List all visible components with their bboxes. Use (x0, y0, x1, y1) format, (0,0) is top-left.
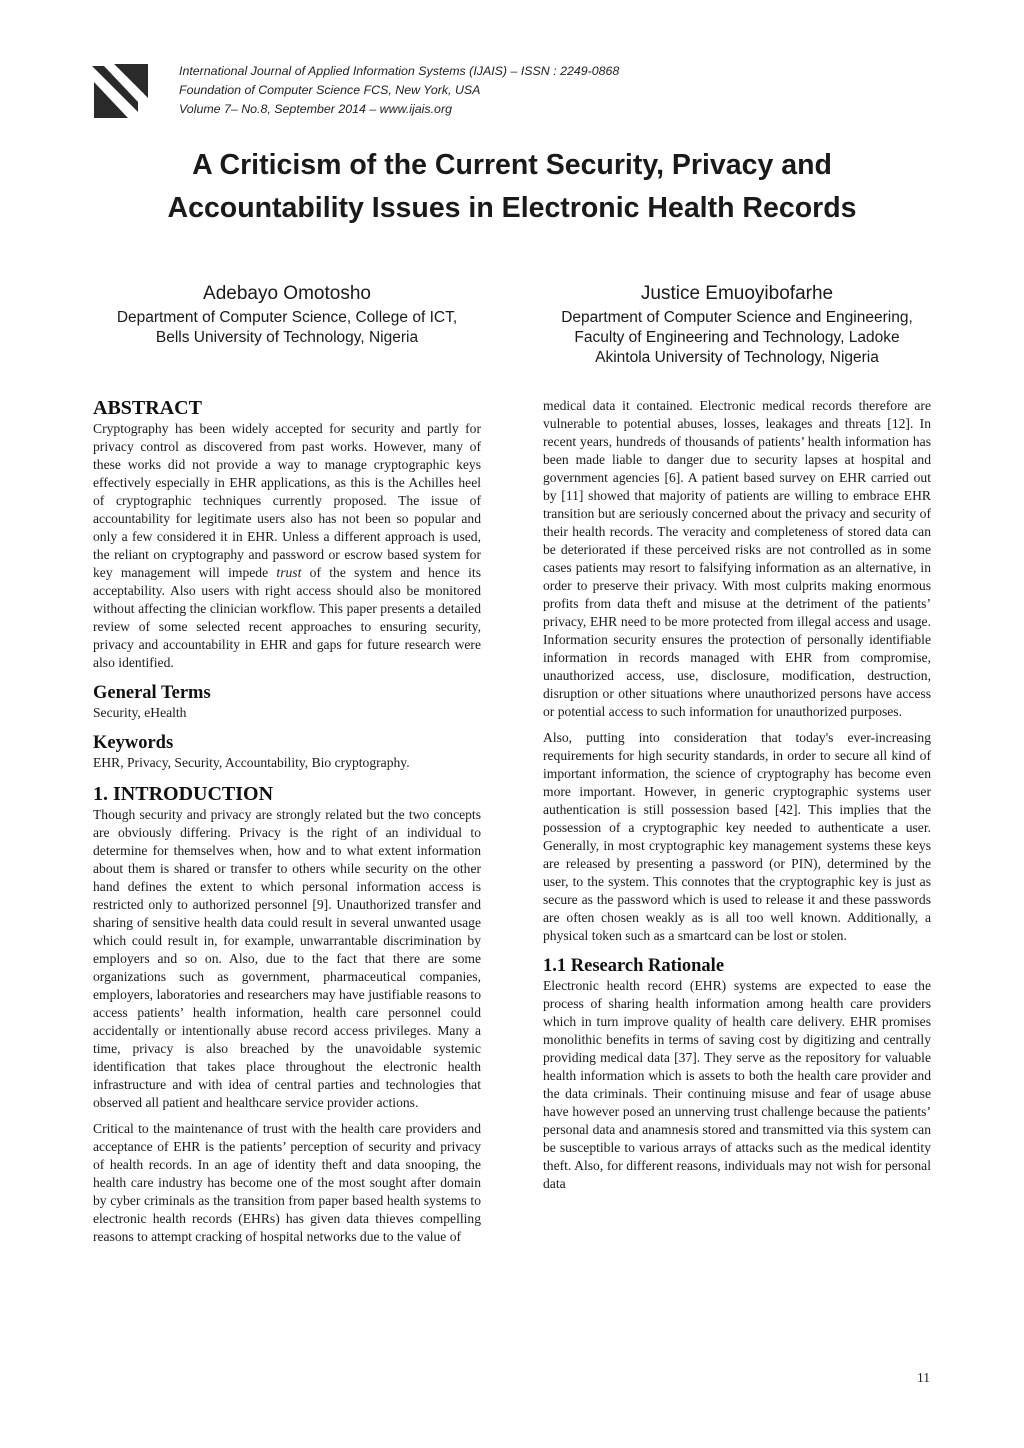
journal-name: International Journal of Applied Information Systems (IJAIS) – ISSN : 2249-0868 (179, 64, 620, 78)
journal-volume: Volume 7– No.8, September 2014 – www.ijais.org (179, 102, 452, 116)
author-affiliation-line: Department of Computer Science and Engineering, (561, 309, 913, 326)
page-header (92, 58, 932, 128)
abstract-heading: ABSTRACT (93, 397, 202, 419)
abstract-text-part-1: Cryptography has been widely accepted for security and partly for privacy control as discovered from past works. However, many of these works did not provide a way to manage cryptographic keys effectively especially in EHR applications, as this is the Achilles heel of cryptographic techniques currently proposed. The issue of accountability for legitimate users also has not been so popular and only a few considered it in EHR. Unless a different approach is used, the reliant on cryptography and password or escrow based system for key management will impede (93, 421, 481, 580)
title-line-1: A Criticism of the Current Security, Privacy and (192, 149, 832, 181)
introduction-paragraph-1: Though security and privacy are strongly related but the two concepts are obviously differing. Privacy is the right of an individual to determine for themselves when, how and to what extent information about them is shared or transfer to others while security on the other hand defines the extent to which personal information access is restricted only to authorized personnel [9]. Unauthorized transfer and sharing of sensitive health data could result in several unwanted usage which could result in, for example, unwarrantable discrimination by employers and so on. Also, due to the fact that there are some organizations such as government, pharmaceutical companies, employers, laboratories and researchers may have justifiable reasons to access patients’ health information, health care personnel could accidentally or intentionally abuse record access privileges. Many a time, privacy is also breached by the unavoidable systemic identification that takes place throughout the electronic health infrastructure and with idea of central parties and technologies that observed all patient and healthcare service provider actions. (93, 807, 481, 1110)
introduction-paragraph-2: Critical to the maintenance of trust with the health care providers and acceptance of EHR is the patients’ perception of security and privacy of health records. In an age of identity theft and data snooping, the health care industry has become one of the most sought after domain by cyber criminals as the transition from paper based health systems to electronic health records (EHRs) has given data thieves compelling reasons to attempt cracking of hospital networks due to the value of (93, 1121, 481, 1244)
left-column (93, 396, 481, 1254)
author-affiliation-line: Bells University of Technology, Nigeria (155, 329, 419, 346)
journal-logo (92, 62, 150, 120)
introduction-paragraph-3: medical data it contained. Electronic medical records therefore are vulnerable to potential abuses, losses, leakages and threats [12]. In recent years, hundreds of thousands of patients’ health information has been made liable to danger due to security lapses at hospital and government agencies [6]. A patient based survey on EHR carried out by [11] showed that majority of patients are willing to embrace EHR transition but are seriously concerned about the privacy and security of their health records. The veracity and completeness of stored data can be deteriorated if these perceived risks are not controlled as in some cases patients may resort to falsifying information as an alternative, in order to preserve their privacy. With most culprits making enormous profits from data theft and misuse at the detriment of the patients’ privacy, EHR need to be more protected from illegal access and usage. Information security ensures the protection of personally identifiable information in records managed with EHR from compromise, unauthorized access, use, disclosure, modification, destruction, disruption or other situations where unauthorized persons have access or potential access to such information for unauthorized purposes. (543, 398, 931, 719)
abstract-text-part-2: of the system and hence its acceptability. Also users with right access should also be monitored without affecting the clinician workflow. This paper presents a detailed review of some selected recent approaches to ensuring security, privacy and accountability in EHR and gaps for future research were also identified. (93, 565, 481, 670)
abstract-text (93, 420, 481, 672)
paper-title (60, 144, 964, 230)
author-block-1 (92, 282, 482, 348)
keywords-heading: Keywords (93, 733, 174, 753)
author-affiliation-line: Department of Computer Science, College of ICT, (116, 309, 458, 326)
author-affiliation-line: Faculty of Engineering and Technology, Ladoke (574, 329, 900, 346)
author-affiliation-line: Akintola University of Technology, Nigeria (595, 349, 879, 366)
general-terms-text: Security, eHealth (93, 705, 187, 720)
introduction-heading: 1. INTRODUCTION (93, 783, 274, 805)
journal-info (179, 62, 619, 119)
introduction-paragraph-4: Also, putting into consideration that today's ever-increasing requirements for high security standards, in order to secure all kind of important information, the science of cryptography has become even more important. However, in generic cryptographic systems user authentication is still possession based [42]. This implies that the possession of a cryptographic key needed to authenticate a user. Generally, in most cryptographic key management systems these keys are released by presenting a password (or PIN), determined by the user, to the system. This connotes that the cryptographic key is just as secure as the password which is used to release it and these passwords are often chosen weakly as is all too well known. Additionally, a physical token such as a smartcard can be lost or stolen. (543, 730, 931, 943)
title-line-2: Accountability Issues in Electronic Health Records (167, 192, 857, 224)
author-name: Adebayo Omotosho (203, 283, 371, 304)
page-number: 11 (917, 1370, 930, 1385)
research-rationale-text: Electronic health record (EHR) systems are expected to ease the process of sharing health information among health care providers which in turn improve quality of health care delivery. EHR promises monolithic benefits in terms of saving cost by digitizing and centrally providing medical data [37]. They serve as the repository for valuable health information which is assets to both the health care provider and the data criminals. Their continuing misuse and fear of usage abuse have however posed an unnerving trust challenge because the patients’ personal data and anamnesis stored and transmitted via this system can be susceptible to various arrays of attacks such as the medical identity theft. Also, for different reasons, individuals may not wish for personal data (543, 978, 931, 1191)
author-block-2 (532, 282, 942, 368)
right-column (543, 397, 931, 1201)
research-rationale-heading: 1.1 Research Rationale (543, 956, 725, 976)
general-terms-heading: General Terms (93, 683, 211, 703)
author-name: Justice Emuoyibofarhe (640, 283, 834, 304)
journal-publisher: Foundation of Computer Science FCS, New York, USA (179, 83, 481, 97)
abstract-trust-word: trust (276, 565, 302, 580)
keywords-text: EHR, Privacy, Security, Accountability, Bio cryptography. (93, 755, 410, 770)
